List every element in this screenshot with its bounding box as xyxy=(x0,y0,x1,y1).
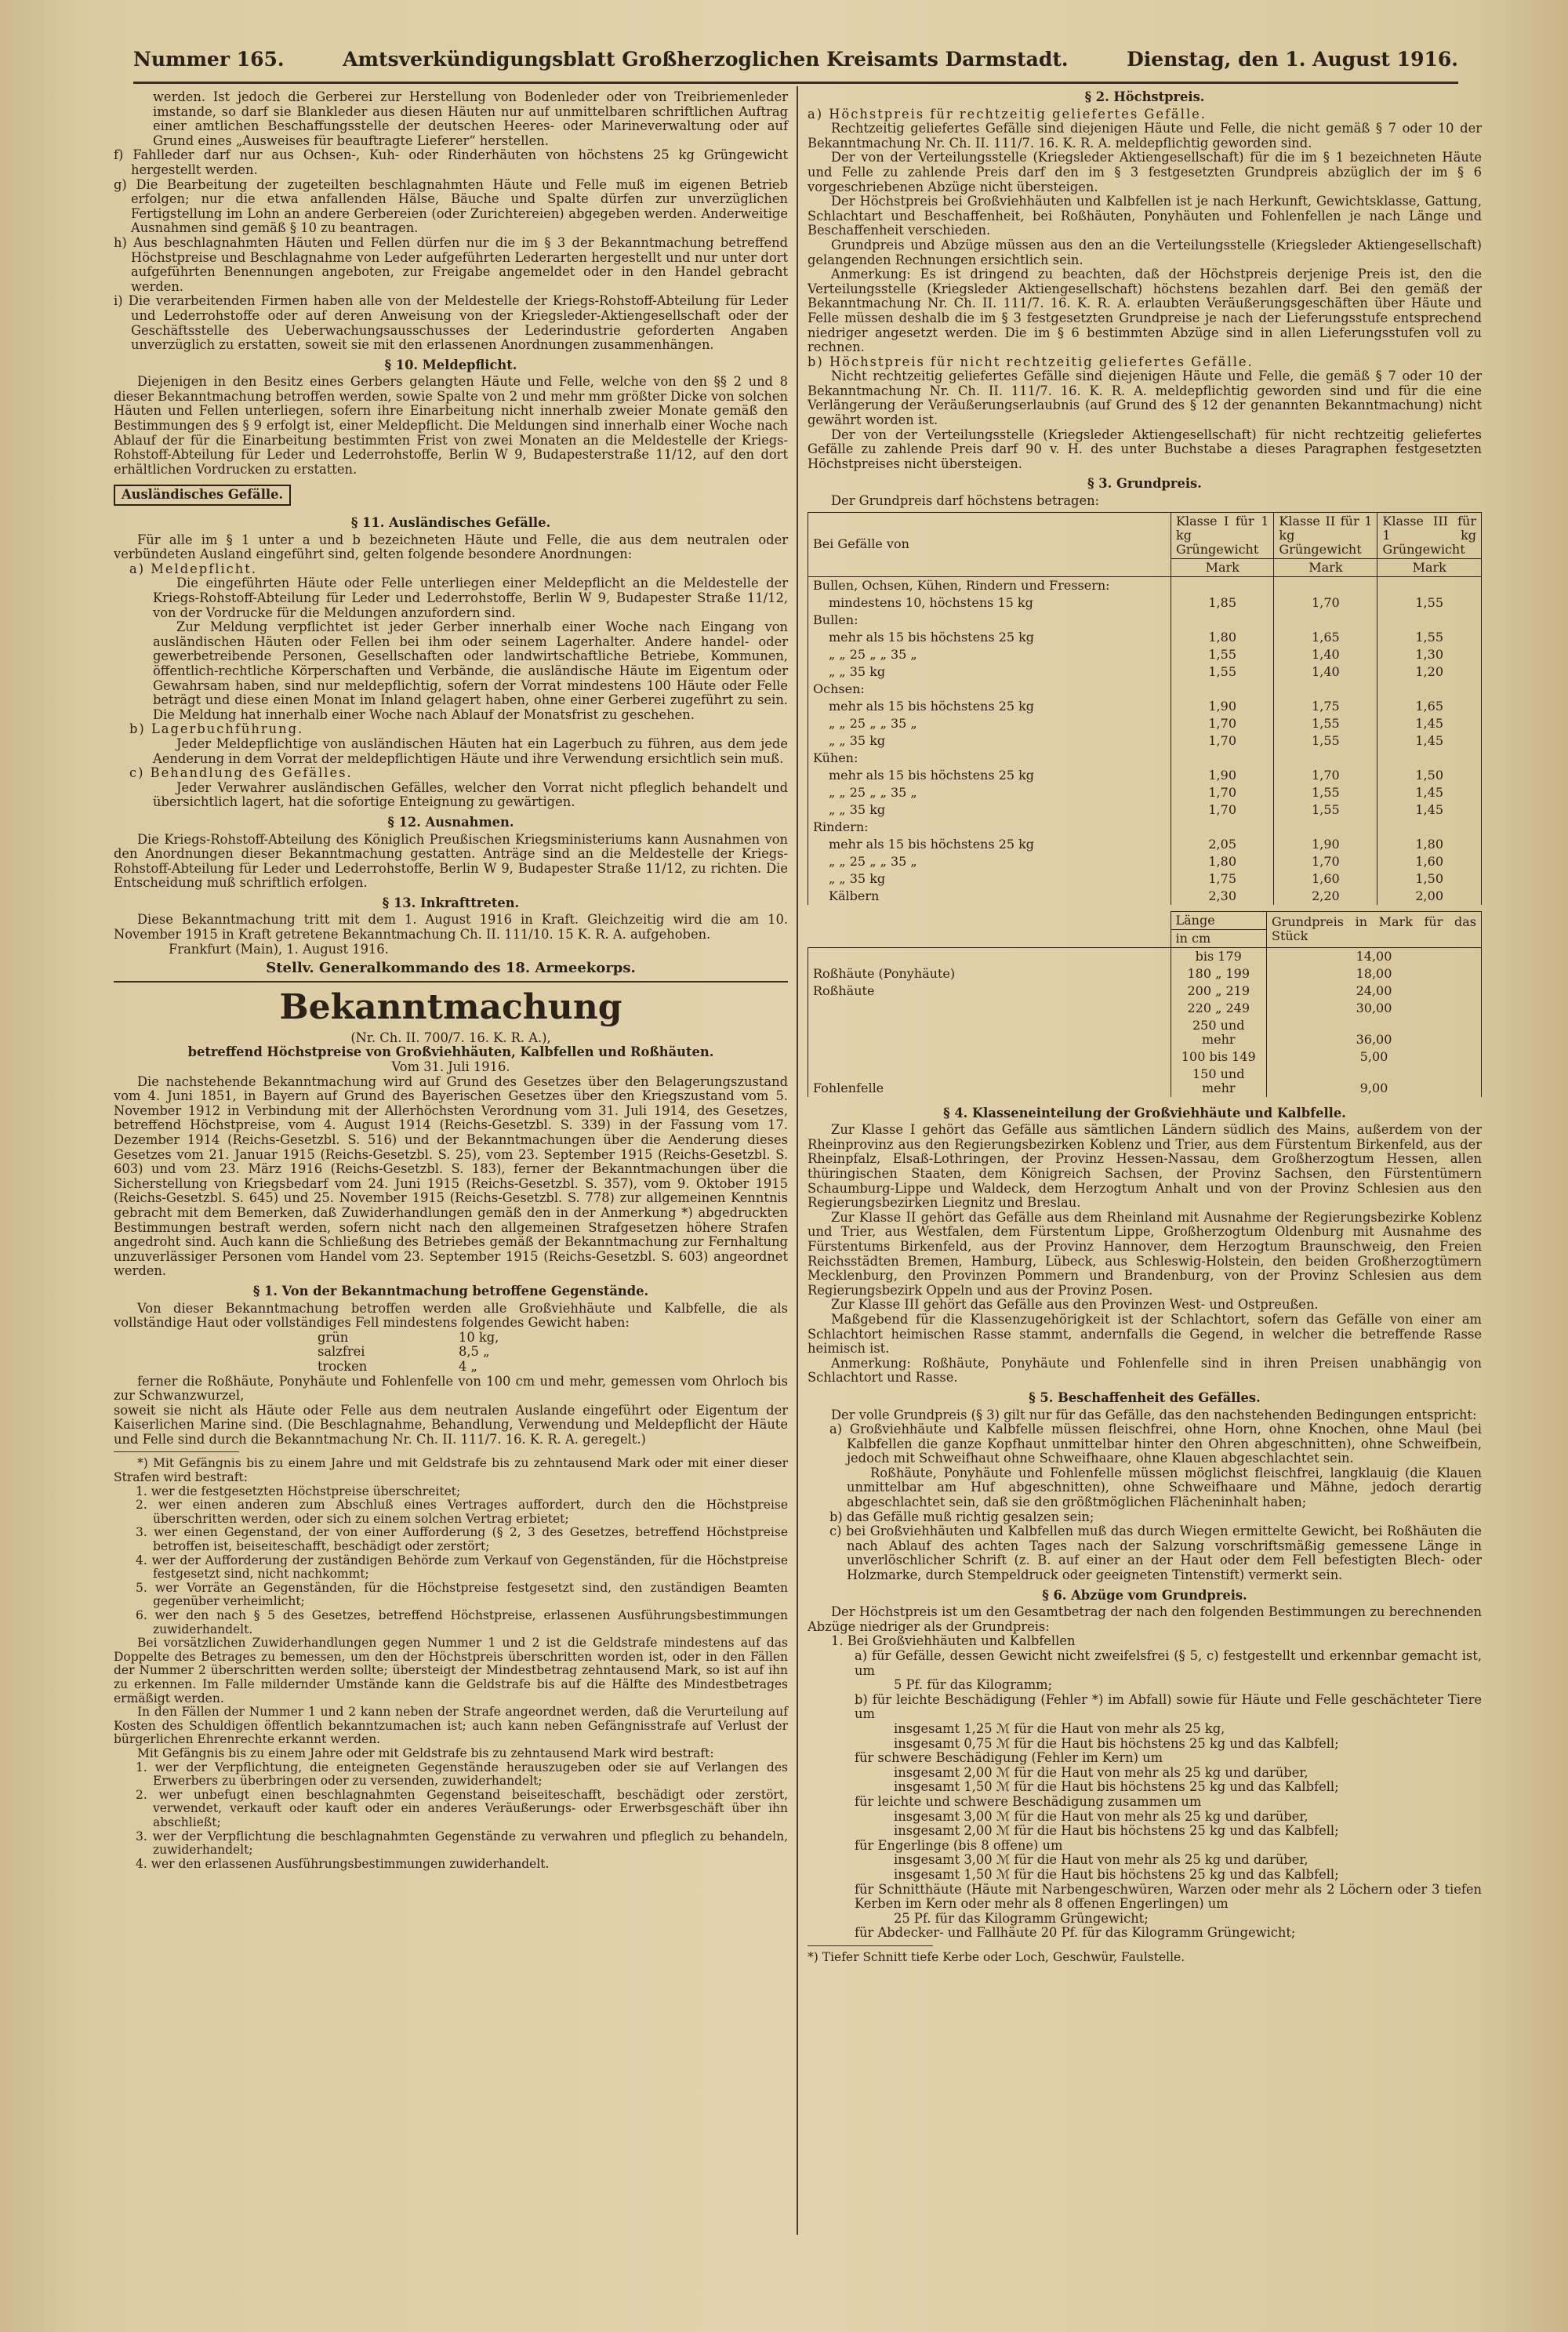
table-header: Klasse I für 1 kg Grüngewicht xyxy=(1171,512,1274,558)
list-item: 6. wer den nach § 5 des Gesetzes, betreffend Höchstpreise, erlassenen Ausführungsbestimmungen zuwiderhandelt. xyxy=(136,1608,788,1636)
weight-label: grün xyxy=(318,1329,349,1345)
list-item: b) für leichte Beschädigung (Fehler *) im Abfall) sowie für Häute und Felle geschächteter Tiere um xyxy=(855,1691,1482,1722)
list-item: 5 Pf. für das Kilogramm; xyxy=(894,1677,1053,1693)
table-cell-label: Rindern: xyxy=(808,819,1171,836)
table-cell-price: 1,45 xyxy=(1377,732,1482,750)
list-item: g) Die Bearbeitung der zugeteilten beschlagnahmten Häute und Felle muß im eigenen Betrieb erfolgen; nur die etwa anfallenden Hälse, Bäuche und Spalte dürfen zur unverzüglichen Fertigstellung im Lohn an andere Gerbereien (oder Zurichtereien) abgegeben werden. Anderweitige Ausnahmen sind gemäß § 10 zu beantragen. xyxy=(114,176,788,236)
table-cell-label: mehr als 15 bis höchstens 25 kg xyxy=(808,629,1171,646)
table-cell-price: 18,00 xyxy=(1266,965,1481,983)
paragraph: Zur Klasse II gehört das Gefälle aus dem Rheinland mit Ausnahme der Regierungsbezirke Koblenz und Trier, aus Westfalen, dem Fürstentum Lippe, Großherzogtum Oldenburg mit Ausnahme des Fürstentums Birkenfeld, aus der Provinz Hannover, dem Herzogtum Braunschweig, den Freien Reichsstädten Bremen, Hamburg, Lübeck, aus Schleswig-Holstein, den beiden Großherzogtümern Mecklenburg, den Provinzen Pommern und Brandenburg, von der Provinz Schlesien aus dem Regierungsbezirk Oppeln und aus der Provinz Posen. xyxy=(808,1209,1482,1298)
list-item: insgesamt 1,50 ℳ für die Haut bis höchstens 25 kg und das Kalbfell; xyxy=(894,1779,1339,1795)
weight-value: 10 kg, xyxy=(459,1329,499,1345)
paragraph: Der von der Verteilungsstelle (Kriegsleder Aktiengesellschaft) für nicht rechtzeitig geliefertes Gefälle zu zahlende Preis darf 90 v. H. des unter Buchstabe a dieses Paragraphen festgesetzten Höchstpreises nicht übersteigen. xyxy=(808,427,1482,471)
table-subheader: in cm xyxy=(1171,929,1266,947)
table-cell-price: 1,55 xyxy=(1274,732,1377,750)
list-item: für Schnitthäute (Häute mit Narbengeschwüren, Warzen oder mehr als 2 Löchern oder 3 tiefen Kerben im Kern oder mehr als 8 offenen Engerlingen) um xyxy=(855,1881,1482,1912)
table-cell-price: 1,60 xyxy=(1274,870,1377,888)
price-table-horse xyxy=(808,911,1482,1097)
table-cell-label: mindestens 10, höchstens 15 kg xyxy=(808,594,1171,612)
table-cell-label xyxy=(808,1048,1171,1066)
reference-number: (Nr. Ch. II. 700/7. 16. K. R. A.), xyxy=(350,1030,551,1045)
table-cell-price xyxy=(1377,681,1482,698)
table-cell-price xyxy=(1171,819,1274,836)
place-date: Frankfurt (Main), 1. August 1916. xyxy=(169,941,389,957)
table-cell-price: 1,45 xyxy=(1377,715,1482,732)
section-heading: § 11. Ausländisches Gefälle. xyxy=(350,515,551,531)
table-cell-price: 1,45 xyxy=(1377,784,1482,801)
table-cell-length: 220 „ 249 xyxy=(1171,1000,1266,1017)
table-cell-price: 1,85 xyxy=(1171,594,1274,612)
table-cell-price: 1,80 xyxy=(1377,836,1482,853)
table-row xyxy=(808,663,1482,681)
list-item: 1. wer der Verpflichtung, die enteigneten Gegenstände herauszugeben oder sie auf Verlangen des Erwerbers zu überbringen oder zu versenden, zuwiderhandelt; xyxy=(136,1760,788,1789)
table-cell-label: „ „ 35 kg xyxy=(808,732,1171,750)
table-row xyxy=(808,629,1482,646)
table-cell-price: 36,00 xyxy=(1266,1017,1481,1048)
table-cell-length: 250 und mehr xyxy=(1171,1017,1266,1048)
list-item: 1. wer die festgesetzten Höchstpreise überschreitet; xyxy=(136,1484,461,1498)
table-cell-price: 1,20 xyxy=(1377,663,1482,681)
table-cell-price: 1,70 xyxy=(1171,732,1274,750)
announcement-title: Bekanntmachung xyxy=(279,986,622,1027)
table-cell-price: 1,50 xyxy=(1377,870,1482,888)
paragraph: Zur Meldung verpflichtet ist jeder Gerber innerhalb einer Woche nach Eingang von ausländischen Häuten oder Fellen bei ihm oder seinem Lagerhalter. Andere handel- oder gewerbetreibende Personen, Gesellschaften oder landwirtschaftliche Betriebe, Kommunen, öffentlich-rechtliche Körperschaften und Verbände, die ausländische Häute im Eigentum oder Gewahrsam haben, sind nur meldepflichtig, sofern der Vorrat mindestens 100 Häute oder Felle beträgt und diese einen Monat im Inland gelagert haben, ohne einer Gerberei zugeführt zu sein. Die Meldung hat innerhalb einer Woche nach Ablauf der Monatsfrist zu geschehen. xyxy=(153,619,788,722)
paragraph: Diejenigen in den Besitz eines Gerbers gelangten Häute und Felle, welche von den §§ 2 und 8 dieser Bekanntmachung betroffen werden, sowie Spalte von 2 und mehr mm größter Dicke von solchen Häuten und Fellen unterliegen, sofern ihre Einarbeitung nicht innerhalb zweier Monate gemäß den Bestimmungen des § 9 erfolgt ist, einer Meldepflicht. Die Meldungen sind innerhalb einer Woche nach Ablauf der für die Einarbeitung bestimmten Frist von zwei Monaten an die Meldestelle der Kriegs-Rohstoff-Abteilung für Leder und Lederrohstoffe, Berlin W 9, Budapesterstraße 11/12, auf den dort erhältlichen Vordrucken zu erstatten. xyxy=(114,374,788,477)
table-cell-price: 1,65 xyxy=(1274,629,1377,646)
table-cell-label: Bullen, Ochsen, Kühen, Rindern und Fressern: xyxy=(808,576,1171,594)
table-row xyxy=(808,947,1482,965)
table-cell-price: 1,55 xyxy=(1274,715,1377,732)
subheading: a) Höchstpreis für rechtzeitig geliefertes Gefälle. xyxy=(808,106,1207,122)
table-row xyxy=(808,767,1482,784)
table-cell-label: Roßhäute (Ponyhäute) xyxy=(808,965,1171,983)
weight-row xyxy=(318,1360,788,1375)
table-cell-price xyxy=(1274,819,1377,836)
section-heading: § 3. Grundpreis. xyxy=(1087,476,1202,492)
table-cell-price: 1,40 xyxy=(1274,646,1377,663)
table-cell-price xyxy=(1171,612,1274,629)
table-cell-price: 1,55 xyxy=(1377,629,1482,646)
list-item: 2. wer einen anderen zum Abschluß eines Vertrages auffordert, durch den die Höchstpreise überschritten werden, oder sich zu einem solchen Vertrag erbietet; xyxy=(136,1498,788,1526)
table-unit: Mark xyxy=(1274,558,1377,576)
list-item: 3. wer der Verpflichtung die beschlagnahmten Gegenstände zu verwahren und pfleglich zu behandeln, zuwiderhandelt; xyxy=(136,1829,788,1858)
table-cell-price: 1,90 xyxy=(1171,767,1274,784)
subheading: b) Lagerbuchführung. xyxy=(129,721,304,737)
table-cell-label: Fohlenfelle xyxy=(808,1066,1171,1097)
table-cell-label: mehr als 15 bis höchstens 25 kg xyxy=(808,767,1171,784)
table-cell-price: 2,05 xyxy=(1171,836,1274,853)
table-cell-price xyxy=(1171,681,1274,698)
table-cell-price: 5,00 xyxy=(1266,1048,1481,1066)
subheading: c) Behandlung des Gefälles. xyxy=(129,765,353,781)
table-cell-price: 1,80 xyxy=(1171,853,1274,870)
paper-title: Amtsverkündigungsblatt Großherzoglichen Kreisamts Darmstadt. xyxy=(343,47,1069,71)
paragraph: Maßgebend für die Klassenzugehörigkeit ist der Schlachtort, sofern das Gefälle von einer am Schlachtort heimischen Rasse stammt, andernfalls die Gegend, in welcher die betreffende Rasse heimisch ist. xyxy=(808,1311,1482,1357)
paragraph: Jeder Meldepflichtige von ausländischen Häuten hat ein Lagerbuch zu führen, aus dem jede Aenderung in dem Vorrat der meldepflichtigen Häute und ihre Verwendung ersichtlich sein muß. xyxy=(153,736,788,766)
table-row xyxy=(808,836,1482,853)
list-item: 1. Bei Großviehhäuten und Kalbfellen xyxy=(831,1633,1076,1649)
table-cell-price: 1,55 xyxy=(1274,801,1377,819)
subheading: b) Höchstpreis für nicht rechtzeitig geliefertes Gefälle. xyxy=(808,354,1254,369)
table-cell-label: „ „ 35 kg xyxy=(808,801,1171,819)
signature: Stellv. Generalkommando des 18. Armeekorps. xyxy=(266,960,636,977)
paragraph: Der Höchstpreis bei Großviehhäuten und Kalbfellen ist je nach Herkunft, Gewichtsklasse, Gattung, Schlachtart und Beschaffenheit, bei Roßhäuten, Ponyhäuten und Fohlenfellen je nach Länge und Beschaffenheit verschieden. xyxy=(808,194,1482,238)
list-item: a) für Gefälle, dessen Gewicht nicht zweifelsfrei (§ 5, c) festgestellt und erkennbar gemacht ist, um xyxy=(855,1648,1482,1678)
table-header-empty xyxy=(808,911,1171,947)
table-row xyxy=(808,715,1482,732)
table-cell-price: 1,30 xyxy=(1377,646,1482,663)
list-item: 4. wer der Aufforderung der zuständigen Behörde zum Verkauf von Gegenständen, für die Höchstpreise festgesetzt sind, nicht nachkommt; xyxy=(136,1553,788,1582)
list-item: h) Aus beschlagnahmten Häuten und Fellen dürfen nur die im § 3 der Bekanntmachung betreffend Höchstpreise und Beschlagnahme von Leder aufgeführten Lederarten hergestellt und nur unter dort aufgeführten Benennungen angeboten, zur Freigabe angemeldet oder in den Handel gebracht werden. xyxy=(114,234,788,294)
column-divider xyxy=(797,86,798,2235)
masthead-rule xyxy=(133,82,1458,84)
table-row xyxy=(808,612,1482,629)
paragraph: soweit sie nicht als Häute oder Felle aus dem neutralen Auslande eingeführt oder Eigentum der Kaiserlichen Marine sind. (Die Beschlagnahme, Behandlung, Verwendung und Meldepflicht der Häute und Felle sind durch die Bekanntmachung Nr. Ch. II. 111/7. 16. K. R. A. geregelt.) xyxy=(114,1402,788,1447)
list-item: für Engerlinge (bis 8 offene) um xyxy=(855,1837,1063,1853)
table-body xyxy=(808,947,1482,1097)
table-cell-price: 1,70 xyxy=(1274,767,1377,784)
table-cell-price xyxy=(1377,819,1482,836)
paragraph: Von dieser Bekanntmachung betroffen werden alle Großviehhäute und Kalbfelle, die als vollständige Haut oder vollständiges Fell mindestens folgendes Gewicht haben: xyxy=(114,1300,788,1331)
table-cell-price: 1,70 xyxy=(1171,715,1274,732)
table-cell-label: „ „ 35 kg xyxy=(808,870,1171,888)
table-cell-price: 1,70 xyxy=(1274,594,1377,612)
section-heading: § 13. Inkrafttreten. xyxy=(382,895,520,910)
table-cell-label xyxy=(808,1017,1171,1048)
list-item: für Abdecker- und Fallhäute 20 Pf. für das Kilogramm Grüngewicht; xyxy=(855,1925,1296,1941)
paragraph: ferner die Roßhäute, Ponyhäute und Fohlenfelle von 100 cm und mehr, gemessen vom Ohrloch bis zur Schwanzwurzel, xyxy=(114,1373,788,1404)
list-item: i) Die verarbeitenden Firmen haben alle von der Meldestelle der Kriegs-Rohstoff-Abteilung für Leder und Lederrohstoffe oder auf deren Anweisung von der Kriegsleder-Aktiengesellschaft oder der Geschäftsstelle des Ueberwachungsausschusses der Lederindustrie geforderten Angaben unverzüglich zu erstatten, soweit sie mit den erlassenen Anordnungen zusammenhängen. xyxy=(114,293,788,353)
footnote xyxy=(114,1457,788,1871)
table-row xyxy=(808,576,1482,594)
subheading: a) Meldepflicht. xyxy=(129,561,257,576)
table-cell-label: „ „ 25 „ „ 35 „ xyxy=(808,784,1171,801)
table-cell-price: 1,55 xyxy=(1171,663,1274,681)
footnote: *) Tiefer Schnitt tiefe Kerbe oder Loch, Geschwür, Faulstelle. xyxy=(808,1949,1185,1964)
section-heading: § 12. Ausnahmen. xyxy=(387,814,514,830)
table-cell-price xyxy=(1377,576,1482,594)
table-cell-label: „ „ 35 kg xyxy=(808,663,1171,681)
table-cell-price: 24,00 xyxy=(1266,983,1481,1000)
table-cell-length: 200 „ 219 xyxy=(1171,983,1266,1000)
table-header: Grundpreis in Mark für das Stück xyxy=(1266,911,1481,947)
table-cell-price: 1,55 xyxy=(1377,594,1482,612)
paragraph: Der von der Verteilungsstelle (Kriegsleder Aktiengesellschaft) für die im § 1 bezeichneten Häute und Felle zu zahlende Preis darf den im § 3 festgesetzten Grundpreis abzüglich der im § 6 vorgeschriebenen Abzüge nicht übersteigen. xyxy=(808,150,1482,194)
table-cell-price: 1,55 xyxy=(1171,646,1274,663)
table-header: Bei Gefälle von xyxy=(808,512,1171,576)
table-unit: Mark xyxy=(1377,558,1482,576)
table-row xyxy=(808,888,1482,905)
table-cell-price: 30,00 xyxy=(1266,1000,1481,1017)
section-heading: § 2. Höchstpreis. xyxy=(1084,89,1205,104)
paragraph: Anmerkung: Es ist dringend zu beachten, daß der Höchstpreis derjenige Preis ist, den die Verteilungsstelle (Kriegsleder Aktiengesellschaft) höchstens bezahlen darf. Bei den gemäß der Bekanntmachung Nr. Ch. II. 111/7. 16. K. R. A. erlaubten Veräußerungsgeschäften über Häute und Felle müssen deshalb die im § 3 festgesetzten Grundpreise je nach der Lieferungsstufe entsprechend niedriger angesetzt werden. Die im § 6 bestimmten Abzüge sind in allen Lieferungsstufen voll zu rechnen. xyxy=(808,267,1482,355)
announcement-subject: betreffend Höchstpreise von Großviehhäuten, Kalbfellen und Roßhäuten. xyxy=(187,1044,714,1060)
paragraph: Rechtzeitig geliefertes Gefälle sind diejenigen Häute und Felle, die nicht gemäß § 7 oder 10 der Bekanntmachung Nr. Ch. II. 111/7. 16. K. R. A. meldepflichtig geworden sind. xyxy=(808,121,1482,151)
weight-label: salzfrei xyxy=(318,1344,365,1360)
list-item: 4. wer den erlassenen Ausführungsbestimmungen zuwiderhandelt. xyxy=(136,1856,550,1871)
paragraph: werden. Ist jedoch die Gerberei zur Herstellung von Bodenleder oder von Treibriemenleder imstande, so darf sie Blankleder aus diesen Häuten nur auf unmittelbaren schriftlichen Auftrag einer amtlichen Beschaffungsstelle der deutschen Heeres- oder Marineverwaltung oder auf Grund eines „Ausweises für beauftragte Lieferer“ herstellen. xyxy=(153,89,788,148)
table-row xyxy=(808,1048,1482,1066)
table-cell-price xyxy=(1171,750,1274,767)
table-row xyxy=(808,801,1482,819)
table-cell-label xyxy=(808,1000,1171,1017)
table-cell-price xyxy=(1274,750,1377,767)
table-cell-price: 2,20 xyxy=(1274,888,1377,905)
table-cell-price: 1,80 xyxy=(1171,629,1274,646)
table-cell-label: Kälbern xyxy=(808,888,1171,905)
table-row xyxy=(808,750,1482,767)
list-item: insgesamt 2,00 ℳ für die Haut bis höchstens 25 kg und das Kalbfell; xyxy=(894,1823,1339,1839)
table-row xyxy=(808,698,1482,715)
paragraph: *) Mit Gefängnis bis zu einem Jahre und mit Geldstrafe bis zu zehntausend Mark oder mit einer dieser Strafen wird bestraft: xyxy=(114,1456,788,1485)
table-cell-length: 100 bis 149 xyxy=(1171,1048,1266,1066)
table-cell-length: bis 179 xyxy=(1171,947,1266,965)
table-row xyxy=(808,594,1482,612)
announcement-date: Vom 31. Juli 1916. xyxy=(391,1059,510,1075)
table-cell-label xyxy=(808,947,1171,965)
table-cell-price: 9,00 xyxy=(1266,1066,1481,1097)
table-row xyxy=(808,1000,1482,1017)
table-cell-label: Kühen: xyxy=(808,750,1171,767)
footnote-rule xyxy=(114,1451,239,1452)
footnote-rule xyxy=(808,1945,933,1946)
table-cell-label: „ „ 25 „ „ 35 „ xyxy=(808,853,1171,870)
table-header: Klasse III für 1 kg Grüngewicht xyxy=(1377,512,1482,558)
weight-row xyxy=(318,1345,788,1360)
list-item: insgesamt 3,00 ℳ für die Haut von mehr als 25 kg und darüber, xyxy=(894,1852,1308,1868)
list-item: f) Fahlleder darf nur aus Ochsen-, Kuh- oder Rinderhäuten von höchstens 25 kg Grüngewicht hergestellt werden. xyxy=(114,147,788,177)
paragraph: Der Grundpreis darf höchstens betragen: xyxy=(831,493,1100,509)
table-cell-label: „ „ 25 „ „ 35 „ xyxy=(808,646,1171,663)
table-cell-price xyxy=(1377,750,1482,767)
paragraph: Diese Bekanntmachung tritt mit dem 1. August 1916 in Kraft. Gleichzeitig wird die am 10. November 1915 in Kraft getretene Bekanntmachung Ch. II. 111/10. 15 K. R. A. aufgehoben. xyxy=(114,912,788,943)
table-cell-price: 1,50 xyxy=(1377,767,1482,784)
weight-label: trocken xyxy=(318,1358,368,1374)
list-item: 3. wer einen Gegenstand, der von einer Aufforderung (§ 2, 3 des Gesetzes, betreffend Höchstpreise betroffen ist, beiseiteschafft, beschädigt oder zerstört; xyxy=(136,1525,788,1554)
masthead xyxy=(133,43,1458,74)
list-item: für leichte und schwere Beschädigung zusammen um xyxy=(855,1793,1202,1809)
table-cell-price xyxy=(1274,576,1377,594)
table-cell-length: 150 und mehr xyxy=(1171,1066,1266,1097)
section-heading: § 6. Abzüge vom Grundpreis. xyxy=(1042,1587,1247,1603)
table-row xyxy=(808,1017,1482,1048)
paragraph: Anmerkung: Roßhäute, Ponyhäute und Fohlenfelle sind in ihren Preisen unabhängig von Schlachtort und Rasse. xyxy=(808,1355,1482,1386)
table-cell-price: 2,30 xyxy=(1171,888,1274,905)
table-cell-price: 1,45 xyxy=(1377,801,1482,819)
list-item: c) bei Großviehhäuten und Kalbfellen muß das durch Wiegen ermittelte Gewicht, bei Roßhäuten die nach Ablauf des achten Tages nach der Salzung vorschriftsmäßig gemessene Länge in unverlöschlicher Schrift (z. B. auf einer an der Haut oder dem Fell befestigten Blech- oder Holzmarke, durch Stempeldruck oder geeigneten Tintenstift) vermerkt sein. xyxy=(829,1524,1482,1583)
table-cell-price: 14,00 xyxy=(1266,947,1481,965)
table-row xyxy=(808,784,1482,801)
table-unit: Mark xyxy=(1171,558,1274,576)
paragraph: Bei vorsätzlichen Zuwiderhandlungen gegen Nummer 1 und 2 ist die Geldstrafe mindestens auf das Doppelte des Betrages zu bemessen, um den der Höchstpreis überschritten worden ist, oder in den Fällen der Nummer 2 überschritten werden sollte; übersteigt der Mindestbetrag zehntausend Mark, so ist auf ihn zu erkennen. Im Falle mildernder Umstände kann die Geldstrafe bis auf die Hälfte des Mindestbetrages ermäßigt werden. xyxy=(114,1636,788,1705)
table-cell-price: 1,60 xyxy=(1377,853,1482,870)
weight-list xyxy=(114,1331,788,1375)
list-item: 2. wer unbefugt einen beschlagnahmten Gegenstand beiseiteschafft, beschädigt oder zerstört, verwendet, verkauft oder kauft oder ein anderes Veräußerungs- oder Erwerbsgeschäft über ihn abschließt; xyxy=(136,1787,788,1829)
section-heading: § 1. Von der Bekanntmachung betroffene Gegenstände. xyxy=(252,1283,649,1299)
list-item: insgesamt 1,50 ℳ für die Haut bis höchstens 25 kg und das Kalbfell; xyxy=(894,1866,1339,1882)
table-cell-price xyxy=(1377,612,1482,629)
paragraph: Die eingeführten Häute oder Felle unterliegen einer Meldepflicht an die Meldestelle der Kriegs-Rohstoff-Abteilung für Leder und Lederrohstoffe, Berlin W 9, Budapester Straße 11/12, von der Vordrucke für die Meldungen anzufordern sind. xyxy=(153,576,788,620)
table-cell-price: 1,90 xyxy=(1274,836,1377,853)
table-row xyxy=(808,646,1482,663)
paragraph: Jeder Verwahrer ausländischen Gefälles, welcher den Vorrat nicht pfleglich behandelt und übersichtlich lagert, hat die sofortige Enteignung zu gewärtigen. xyxy=(153,779,788,810)
table-cell-label: „ „ 25 „ „ 35 „ xyxy=(808,715,1171,732)
table-cell-price xyxy=(1274,681,1377,698)
paragraph: Zur Klasse III gehört das Gefälle aus den Provinzen West- und Ostpreußen. xyxy=(831,1297,1319,1313)
left-column xyxy=(114,90,788,1871)
issue-date: Dienstag, den 1. August 1916. xyxy=(1127,47,1458,71)
deduction-list xyxy=(808,1634,1482,1940)
table-row xyxy=(808,853,1482,870)
paragraph: Die Kriegs-Rohstoff-Abteilung des Königlich Preußischen Kriegsministeriums kann Ausnahmen von den Anordnungen dieser Bekanntmachung gestatten. Anträge sind an die Meldestelle der Kriegs-Rohstoff-Abteilung für Leder und Lederrohstoffe, Berlin W 9, Budapester Straße 11/12, zu richten. Die Entscheidung muß schriftlich erfolgen. xyxy=(114,831,788,891)
paragraph: Für alle im § 1 unter a und b bezeichneten Häute und Felle, die aus dem neutralen oder verbündeten Ausland eingeführt sind, gelten folgende besondere Anordnungen: xyxy=(114,532,788,562)
table-row xyxy=(808,870,1482,888)
weight-row xyxy=(318,1331,788,1346)
section-heading: § 5. Beschaffenheit des Gefälles. xyxy=(1029,1389,1261,1405)
issue-number: Nummer 165. xyxy=(133,47,285,71)
table-row xyxy=(808,983,1482,1000)
table-cell-price: 1,65 xyxy=(1377,698,1482,715)
table-cell-price: 1,70 xyxy=(1171,801,1274,819)
list-item: insgesamt 3,00 ℳ für die Haut von mehr als 25 kg und darüber, xyxy=(894,1808,1308,1824)
section-heading: § 10. Meldepflicht. xyxy=(384,357,517,372)
paragraph: Der Höchstpreis ist um den Gesamtbetrag der nach den folgenden Bestimmungen zu berechnenden Abzüge niedriger als der Grundpreis: xyxy=(808,1604,1482,1634)
list-item: 5. wer Vorräte an Gegenständen, für die Höchstpreise festgesetzt sind, den zuständigen Beamten gegenüber verheimlicht; xyxy=(136,1580,788,1609)
table-body xyxy=(808,576,1482,905)
table-cell-label: mehr als 15 bis höchstens 25 kg xyxy=(808,698,1171,715)
paragraph: Roßhäute, Ponyhäute und Fohlenfelle müssen möglichst fleischfrei, langklauig (die Klauen unmittelbar am Huf abgeschnitten), ohne Schweifhaare und Mähne, jedoch derartig abgeschlachtet sein, daß sie den größtmöglichen Flächeninhalt haben; xyxy=(847,1465,1482,1510)
table-cell-price: 1,75 xyxy=(1274,698,1377,715)
table-cell-length: 180 „ 199 xyxy=(1171,965,1266,983)
table-cell-price: 2,00 xyxy=(1377,888,1482,905)
table-row xyxy=(808,732,1482,750)
price-table-cattle xyxy=(808,512,1482,905)
list-item: insgesamt 1,25 ℳ für die Haut von mehr als 25 kg, xyxy=(894,1720,1225,1736)
table-cell-label: Ochsen: xyxy=(808,681,1171,698)
table-cell-price: 1,40 xyxy=(1274,663,1377,681)
table-cell-price xyxy=(1274,612,1377,629)
list-item: a) Großviehhäute und Kalbfelle müssen fleischfrei, ohne Horn, ohne Knochen, ohne Maul (bei Kalbfellen die ganze Kopfhaut unmittelbar hinter den Ohren abgeschnitten), ohne Schweifbein, jedoch mit Schweifhaut ohne Schweifhaare, ohne Klauen abgeschlachtet sein. xyxy=(829,1422,1482,1466)
list-item: insgesamt 0,75 ℳ für die Haut bis höchstens 25 kg und das Kalbfell; xyxy=(894,1735,1339,1751)
table-cell-label: Roßhäute xyxy=(808,983,1171,1000)
table-cell-price xyxy=(1171,576,1274,594)
paragraph: Zur Klasse I gehört das Gefälle aus sämtlichen Ländern südlich des Mains, außerdem von der Rheinprovinz aus den Regierungsbezirken Koblenz und Trier, aus dem Fürstentum Birkenfeld, aus der Rheinpfalz, Elsaß-Lothringen, der Provinz Hessen-Nassau, dem Großherzogtum Hessen, allen thüringischen Staaten, dem Königreich Sachsen, der Provinz Sachsen, den Fürstentümern Schaumburg-Lippe und Waldeck, dem Herzogtum Anhalt und von der Provinz Schlesien aus den Regierungsbezirken Liegnitz und Breslau. xyxy=(808,1122,1482,1211)
table-row xyxy=(808,681,1482,698)
paragraph: Mit Gefängnis bis zu einem Jahre oder mit Geldstrafe bis zu zehntausend Mark wird bestraft: xyxy=(137,1745,714,1760)
table-cell-label: mehr als 15 bis höchstens 25 kg xyxy=(808,836,1171,853)
table-cell-price: 1,55 xyxy=(1274,784,1377,801)
table-cell-label: Bullen: xyxy=(808,612,1171,629)
boxed-heading: Ausländisches Gefälle. xyxy=(114,485,291,506)
list-item: insgesamt 2,00 ℳ für die Haut von mehr als 25 kg und darüber, xyxy=(894,1764,1308,1780)
right-column xyxy=(808,90,1482,1964)
paragraph: Nicht rechtzeitig geliefertes Gefälle sind diejenigen Häute und Felle, die gemäß § 7 oder 10 der Bekanntmachung Nr. Ch. II. 111/7. 16. K. R. A. meldepflichtig geworden sind und für die eine Verlängerung der Veräußerungserlaubnis (auf Grund des § 12 der genannten Bekanntmachung) nicht gewährt worden ist. xyxy=(808,369,1482,428)
divider xyxy=(114,981,788,983)
weight-value: 8,5 „ xyxy=(459,1344,490,1360)
section-heading: § 4. Klasseneinteilung der Großviehhäute und Kalbfelle. xyxy=(943,1105,1346,1121)
list-item: b) das Gefälle muß richtig gesalzen sein; xyxy=(829,1509,1094,1524)
table-header: Länge xyxy=(1171,911,1266,929)
table-cell-price: 1,70 xyxy=(1274,853,1377,870)
table-header: Klasse II für 1 kg Grüngewicht xyxy=(1274,512,1377,558)
paragraph: Die nachstehende Bekanntmachung wird auf Grund des Gesetzes über den Belagerungszustand vom 4. Juni 1851, in Bayern auf Grund des Bayerischen Gesetzes über den Kriegszustand vom 5. November 1912 in Verbindung mit der Allerhöchsten Verordnung vom 31. Juli 1914, des Gesetzes, betreffend Höchstpreise, vom 4. August 1914 (Reichs-Gesetzbl. S. 339) in der Fassung vom 17. Dezember 1914 (Reichs-Gesetzbl. S. 516) und der Bekanntmachungen über die Aenderung dieses Gesetzes vom 21. Januar 1915 (Reichs-Gesetzbl. S. 25), vom 23. September 1915 (Reichs-Gesetzbl. S. 603) und vom 23. März 1916 (Reichs-Gesetzbl. S. 183), ferner der Bekanntmachungen über die Sicherstellung von Kriegsbedarf vom 24. Juni 1915 (Reichs-Gesetzbl. S. 357), vom 9. Oktober 1915 (Reichs-Gesetzbl. S. 645) und 25. November 1915 (Reichs-Gesetzbl. S. 778) zur allgemeinen Kenntnis gebracht mit dem Bemerken, daß Zuwiderhandlungen gemäß den in der Anmerkung *) abgedruckten Bestimmungen bestraft werden, sofern nicht nach den allgemeinen Strafgesetzen höhere Strafen angedroht sind. Auch kann die Schließung des Betriebes gemäß der Bekanntmachung zur Fernhaltung unzuverlässiger Personen vom Handel vom 23. September 1915 (Reichs-Gesetzbl. S. 603) angeordnet werden. xyxy=(114,1073,788,1279)
paragraph: In den Fällen der Nummer 1 und 2 kann neben der Strafe angeordnet werden, daß die Verurteilung auf Kosten des Schuldigen öffentlich bekanntzumachen ist; auch kann neben Gefängnisstrafe auf Verlust der bürgerlichen Ehrenrechte erkannt werden. xyxy=(114,1705,788,1747)
table-cell-price: 1,70 xyxy=(1171,784,1274,801)
list-item: für schwere Beschädigung (Fehler im Kern) um xyxy=(855,1750,1163,1766)
weight-value: 4 „ xyxy=(459,1358,477,1374)
paragraph: Grundpreis und Abzüge müssen aus den an die Verteilungsstelle (Kriegsleder Aktiengesellschaft) gelangenden Rechnungen ersichtlich sein. xyxy=(808,237,1482,267)
table-row xyxy=(808,1066,1482,1097)
table-row xyxy=(808,819,1482,836)
table-row xyxy=(808,965,1482,983)
list-item: 25 Pf. für das Kilogramm Grüngewicht; xyxy=(894,1910,1149,1926)
table-cell-price: 1,75 xyxy=(1171,870,1274,888)
paragraph: Der volle Grundpreis (§ 3) gilt nur für das Gefälle, das den nachstehenden Bedingungen entspricht: xyxy=(831,1407,1477,1422)
table-cell-price: 1,90 xyxy=(1171,698,1274,715)
